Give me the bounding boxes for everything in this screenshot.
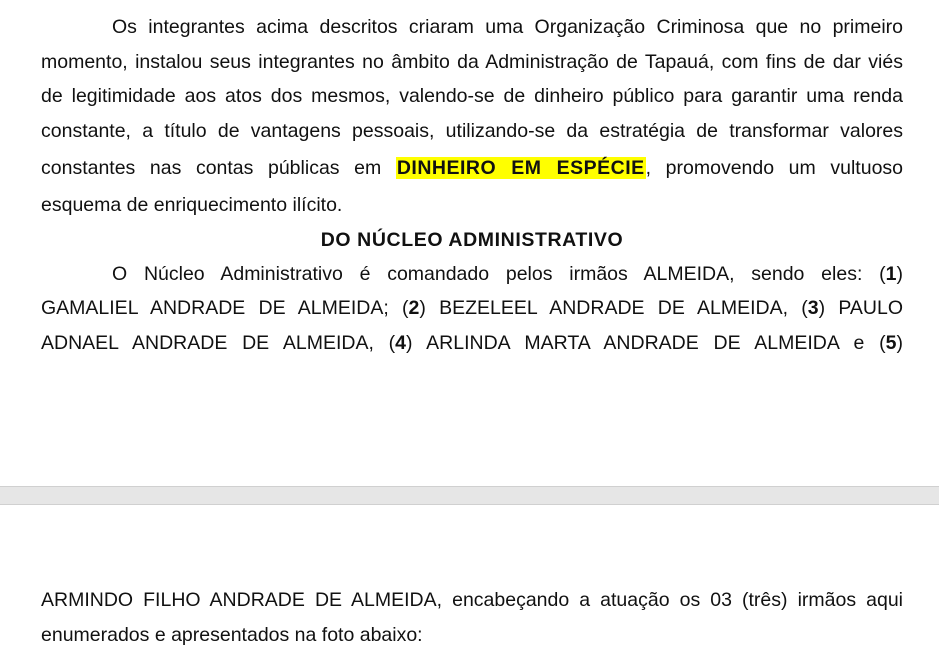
list-number: 1 — [885, 262, 897, 285]
text-segment: , promovendo um vultuoso — [645, 157, 904, 179]
page-separator — [0, 486, 939, 505]
list-number: 2 — [408, 297, 420, 319]
highlighted-text: DINHEIRO EM ESPÉCIE — [396, 157, 645, 179]
list-number: 5 — [885, 331, 897, 354]
paragraph-line: momento, instalou seus integrantes no âmbito da Administração de Tapauá, com fins de dar viés — [41, 50, 903, 73]
list-number: 3 — [807, 297, 819, 319]
paragraph-line — [41, 148, 903, 188]
text-segment: GAMALIEL ANDRADE DE ALMEIDA; ( — [41, 297, 409, 319]
text-segment: ) BEZELEEL ANDRADE DE ALMEIDA, ( — [419, 297, 808, 319]
paragraph-line — [41, 291, 903, 326]
text-segment: ) ARLINDA MARTA ANDRADE DE ALMEIDA e ( — [405, 331, 886, 354]
paragraph-nucleo — [41, 257, 903, 361]
paragraph-line: de legitimidade aos atos dos mesmos, valendo-se de dinheiro público para garantir uma renda — [41, 85, 903, 107]
list-number: 4 — [395, 331, 406, 354]
text-segment: ADNAEL ANDRADE DE ALMEIDA, ( — [41, 331, 396, 354]
paragraph-organizacao — [41, 10, 903, 223]
paragraph-continuation — [41, 583, 903, 652]
document-page-2 — [0, 505, 939, 654]
section-heading: DO NÚCLEO ADMINISTRATIVO — [320, 228, 624, 251]
paragraph-line: enumerados e apresentados na foto abaixo: — [41, 623, 423, 646]
paragraph-line: esquema de enriquecimento ilícito. — [41, 194, 343, 216]
page-1-content — [41, 10, 903, 360]
text-segment: ) PAULO — [818, 297, 904, 319]
paragraph-line: Os integrantes acima descritos criaram uma Organização Criminosa que no primeiro — [112, 16, 903, 38]
paragraph-line: ADNAEL ANDRADE DE ALMEIDA, (4) ARLINDA MARTA ANDRADE DE ALMEIDA e (5) — [41, 331, 903, 354]
paragraph-line: O Núcleo Administrativo é comandado pelos irmãos ALMEIDA, sendo eles: (1) — [112, 262, 903, 285]
page-2-content — [41, 583, 903, 652]
text-segment: O Núcleo Administrativo é comandado pelos irmãos ALMEIDA, sendo eles: ( — [112, 262, 886, 285]
paragraph-line: ARMINDO FILHO ANDRADE DE ALMEIDA, encabeçando a atuação os 03 (três) irmãos aqui — [41, 589, 903, 611]
paragraph-line: constante, a título de vantagens pessoais, utilizando-se da estratégia de transformar valores — [41, 119, 903, 142]
text-segment: constantes nas contas públicas em — [41, 157, 382, 179]
